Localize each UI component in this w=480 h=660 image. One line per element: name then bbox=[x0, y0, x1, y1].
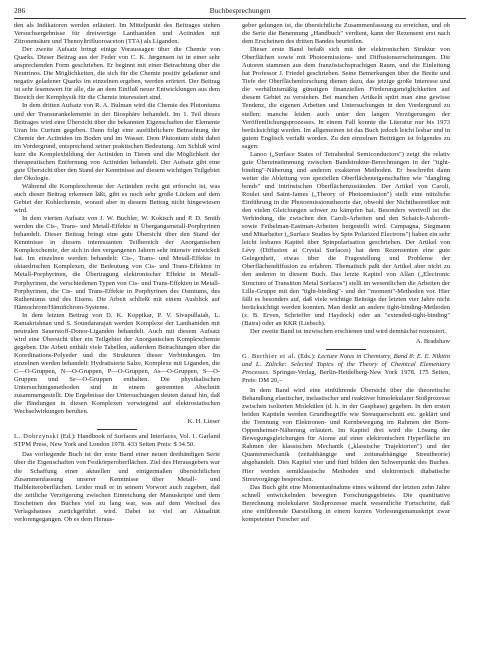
paragraph: geber gelungen ist, die übersichtliche Zusammenfassung zu erreichen, und ob die Serie die Benennung „Handbuch" verdient, kann der Rezensent erst nach dem Erscheinen des dritten Bandes beurteilen. bbox=[242, 22, 450, 46]
reviewer-signature: K. H. Lieser bbox=[187, 418, 220, 426]
right-column bbox=[242, 22, 450, 524]
paragraph: Lanoo („Surface States of Tetrahedral Semiconductors") zeigt die relativ gute Übereinstimmung zwischen Bandstruktur-Berechnungen in der "tight-binding"-Näherung und anderen exakteren Methoden. Er beschreibt dann weiter die Ableitung von speziellen Oberflächeneigenschaften wie "dangling bonds" und intrinsischen Oberflächenzuständen. Der Artikel von Caroli, Roulet und Saint-James („Theory of Photoemission") stellt eine nützliche Einführung in die Photoemissionstheorie dar, obwohl der Nichttheoretiker mit den vielen Gleichungen schwer zu kämpfen hat. Besonders wertvoll ist die Verbindung, die zwischen den Caroli-Arbeiten und den Schaich-Ashcroft-sowie Feibelman-Eastman-Arbeiten hergestellt wird. Campagna, Siegmann und Mitarbeiter („Surface Studies by Spin Polarized Electrons") haben ein sehr leicht lesbares Kapitel über Spinpolarisation geschrieben. Der Artikel von Lévy (Diffusion at Crystal Surfaces) hat dem Rezensenten eine gute Gelegenheit, etwas über die Fragestellung und Probleme der Oberflächendiffusion zu erfahren. Thematisch paßt der Artikel aber nicht zu den anderen in diesem Buch. Das letzte Kapitel von Allan („Electronic Structure of Transition Metal Surfaces") stellt im wesentlichen die Arbeiten der Lille-Gruppe mit den "tight-binding"- und der "moment"-Methoden vor. Hier fällt es besonders auf, daß viele wichtige Beiträge der letzten vier Jahre nicht berücksichtigt werden konnten. Man denkt an andere tight-binding-Methoden (z. B. Erven, Schrieffer und Haydock) oder an "extended-tight-binding" (Batra) oder an KKR (Liebsch). bbox=[242, 150, 450, 327]
review-authors: L. Dobrzynski bbox=[14, 433, 59, 441]
reviewer-signature: A. Bradshaw bbox=[415, 337, 450, 345]
paragraph: In dem Band wird eine einführende Übersicht über die theoretische Behandlung elastischer, inelastischer und reaktiver bimolekularer Stoßprozesse zwischen isolierten Molekülen (d. h. in der Gasphase) gegeben. In den ersten beiden Kapiteln werden Grundbegriffe wie Streuquerschnitt etc. geklärt und die Trennung von Elektronen- und Kernbewegung im Rahmen der Born-Oppenheimer-Näherung erläutert. Im Kapitel drei wird die Lösung der Bewegungsgleichungen für Atome auf einer elektronischen Hyperfläche im Rahmen der klassischen Mechanik („klassische Trajektorien") und der Quantenmechanik (zeitabhängige und zeitunabhängige Streutheorie) abgehandelt. Dies Kapitel vier und fünf bilden den Schwerpunkt des Buches. Hier werden semiklassische Methoden und elektronisch diabatische Streuvorgänge besprochen. bbox=[242, 387, 450, 483]
review-authors: G. Berthier et al. bbox=[242, 352, 296, 360]
book-title: Lecture Notes in Chemistry, Band 8: E. E. Nikitin und L. Zülicke: Selected Topics of the Theory of Chemical Elementary Processes. bbox=[242, 352, 450, 376]
paragraph: Während die Komplexchemie der Actiniden recht gut erforscht ist, was auch dieser Beitrag erkennen läßt, gibt es noch sehr große Lücken auf dem Gebiet der Kohlechemie, worauf aber in diesem Beitrag nicht hingewiesen wird. bbox=[14, 182, 220, 215]
paragraph: Das Buch gibt eine Momentaufnahme eines während der letzten zehn Jahre schnell entwickelnden bewegten Forschungsgebietes. Die quantitative Berechnung molekularer Stoßprozesse macht wesentliche Fortschritte, daß eine einführende Darstellung in einem kurzen Vorlesungsmanuskript zwar kompetenter Forscher auf bbox=[242, 483, 450, 523]
paragraph: In dem letzten Beitrag von D. K. Koppikar, P. V. Sivapullaiah, L. Ramakrishnan und S. Soundararajan werden Komplexe der Lanthaniden mit neutralen Sauerstoff-Donor-Liganden behandelt. Auch mit diesem Aufsatz wird eine Übersicht über ein Teilgebiet der Anorganischen Komplexchemie gegeben. Die Arbeit enthält viele Tabellen, außerdem Betrachtungen über die Koordinations-Polyeder und die Strukturen dieser Verbindungen. Im einzelnen werden behandelt: Hydratisierte Salze, Komplexe mit Liganden, die C—O-Gruppen, N—O-Gruppen, P—O-Gruppen, As—O-Gruppen, S—O-Gruppen und Se—O-Gruppen enthalten. Die physikalischen Untersuchungsmethoden sind in einem getrennten Abschnitt zusammengestellt. Die Ergebnisse der Untersuchungen deuten darauf hin, daß die Bindungen in diesen Komplexen vorwiegend auf elektrostatischen Wechselwirkungen beruhen. bbox=[14, 311, 220, 416]
section-title: Buchbesprechungen bbox=[209, 6, 271, 15]
paragraph: Das vorliegende Buch ist der erste Band einer neuen dreibändigen Serie über die Eigenschaften von Festkörperoberflächen. Ziel des Herausgebers war die Schaffung einer aktuellen und einigermaßen übersichtlichen Zusammenfassung unserer Kenntnisse über Metall- und Halbleiteroberflächen. Leider muß er in seinem Vorwort auch zugeben, daß die zeitliche Verzögerung zwischen Einreichung der Manuskripte und dem Erscheinen des Buches viel zu lang war, was auf dem Wechsel des Verlagshauses zurückgeführt wird. Dabei ist viel an Aktualität verlorengegangen. Ob es dem Heraus- bbox=[14, 451, 220, 523]
page-header bbox=[14, 6, 466, 19]
paragraph: In dem dritten Aufsatz von R. A. Bulman wird die Chemie des Plutoniums und der Transurankelemente in der Biosphäre behandelt. Im 1. Teil dieses Beitrages wird eine Übersicht über die bekannten Eigenschaften der Elemente Uran bis Curium gegeben. Dann folgt eine ausführlichere Betrachtung der Chemie der Actiniden im Boden und im Wasser. Dem Plutonium steht dabei im Vordergrund, entsprechend seiner praktischen Bedeutung. Am Schluß wird kurz die Komplexbildung der Actiniden in Tieren und die Möglichkeit der therapeutischen Entfernung von Actiniden behandelt. Der Aufsatz gibt eine gute Übersicht über den Stand der Kenntnisse auf diesem wichtigen Teilgebiet der Ökologie. bbox=[14, 102, 220, 182]
paragraph: den als Indikatoren werden erläutert. Im Mittelpunkt des Beitrages stehen Versuchsergebnisse für dreiwertige Lanthaniden und Actiniden mit Zitronensäure und Thenoyltrifluoroaceton (TTA) als Liganden. bbox=[14, 22, 220, 46]
citation-details: Springer-Verlag, Berlin-Heidelberg-New York 1978. 175 Seiten, Preis: DM 20,– bbox=[242, 368, 450, 385]
review-citation bbox=[14, 433, 220, 449]
paragraph: In dem vierten Aufsatz von J. W. Buchler, W. Kokisch und P. D. Smith werden die Cis-, Trans- und Metall-Effekte in Übergangsmetall-Porphyrinen behandelt. Dieser Beitrag bringt eine gute Übersicht über den Stand der Kenntnisse in diesem interessanten Teilbereich der Anorganischen Komplexchemie, der sich in den vergangenen Jahren sehr intensiv entwickelt hat. Im einzelnen werden behandelt: Cis-, Trans- und Metall-Effekte in oktaedrischen Komplexen, die Bedeutung von Cis- und Trans-Effekten in Metall-Porphyrinen, die Übertragung elektronischer Effekte in Metall-Porphyrinen, die verschiedenen Typen von Cis- und Trans-Effekten in Metall-Porphyrinen, die Cis- und Trans-Effekte in Porphyrinen des Osmiums, des Rutheniums und des Eisens. Die Arbeit schließt mit einem Ausblick auf Hämochrom/Hämiñchrom-Systeme. bbox=[14, 215, 220, 311]
divider bbox=[97, 429, 137, 430]
divider bbox=[326, 349, 366, 350]
paragraph: Der zweite Aufsatz bringt einige Voraussagen über die Chemie von Quarks. Dieser Beitrag aus der Feder von C. K. Jørgensen ist in einer sehr ansprechenden Form geschrieben. Er beginnt mit einer Betrachtung über die Neutrinos. Die Möglichkeiten, die sich für die Chemie positiv geladener und negativ geladener Quarks im einzelnen ergeben, werden erörtert. Der Beitrag ist sehr lesenswert für alle, die an dem Einfluß neuer Entwicklungen aus dem Bereich der Kernphysik für die Chemie interessiert sind. bbox=[14, 46, 220, 102]
paragraph: Dieser erste Band befaßt sich mit der elektronischen Struktur von Oberflächen sowie mit Photoemissions- und Diffusionserscheinungen. Die Autoren stammen aus dem französischsprachigen Raum, und die Einleitung hat Professor J. Friedel geschrieben. Seine Bemerkungen über die Breite und Tiefe der Oberflächenforschung dienen dazu, das jetzige große Interesse und die verhältnismäßig günstigen finanziellen Förderungsmöglichkeiten auf diesem Gebiet zu verstehen. Bei manchen Artikeln spürt man eine gewisse Tendenz, die eigenen Arbeiten und Untersuchungen in den Vordergrund zu stellen; manche leiden auch unter den langen Verzögerungen der Veröffentlichungsprozesses. In einem Fall konnte die Literatur nur bis 1973 berücksichtigt werden. Im allgemeinen ist das Buch jedoch leicht lesbar und in gutem Englisch verfaßt worden. Zu den einzelnen Beiträgen ist folgendes zu sagen: bbox=[242, 46, 450, 150]
review-citation bbox=[242, 353, 450, 385]
citation-details: (Ed.): Handbook of Surfaces and Interfaces, Vol. 1. Garland STPM Press, New York and London 1978. 433 Seiten Preis: $ 34.50. bbox=[14, 433, 220, 449]
citation-eds: (Eds.): bbox=[297, 352, 316, 360]
left-column bbox=[14, 22, 220, 524]
paragraph: Der zweite Band ist inzwischen erschienen und wird demnächst rezensiert. bbox=[250, 327, 446, 335]
page-number: 286 bbox=[14, 6, 26, 15]
